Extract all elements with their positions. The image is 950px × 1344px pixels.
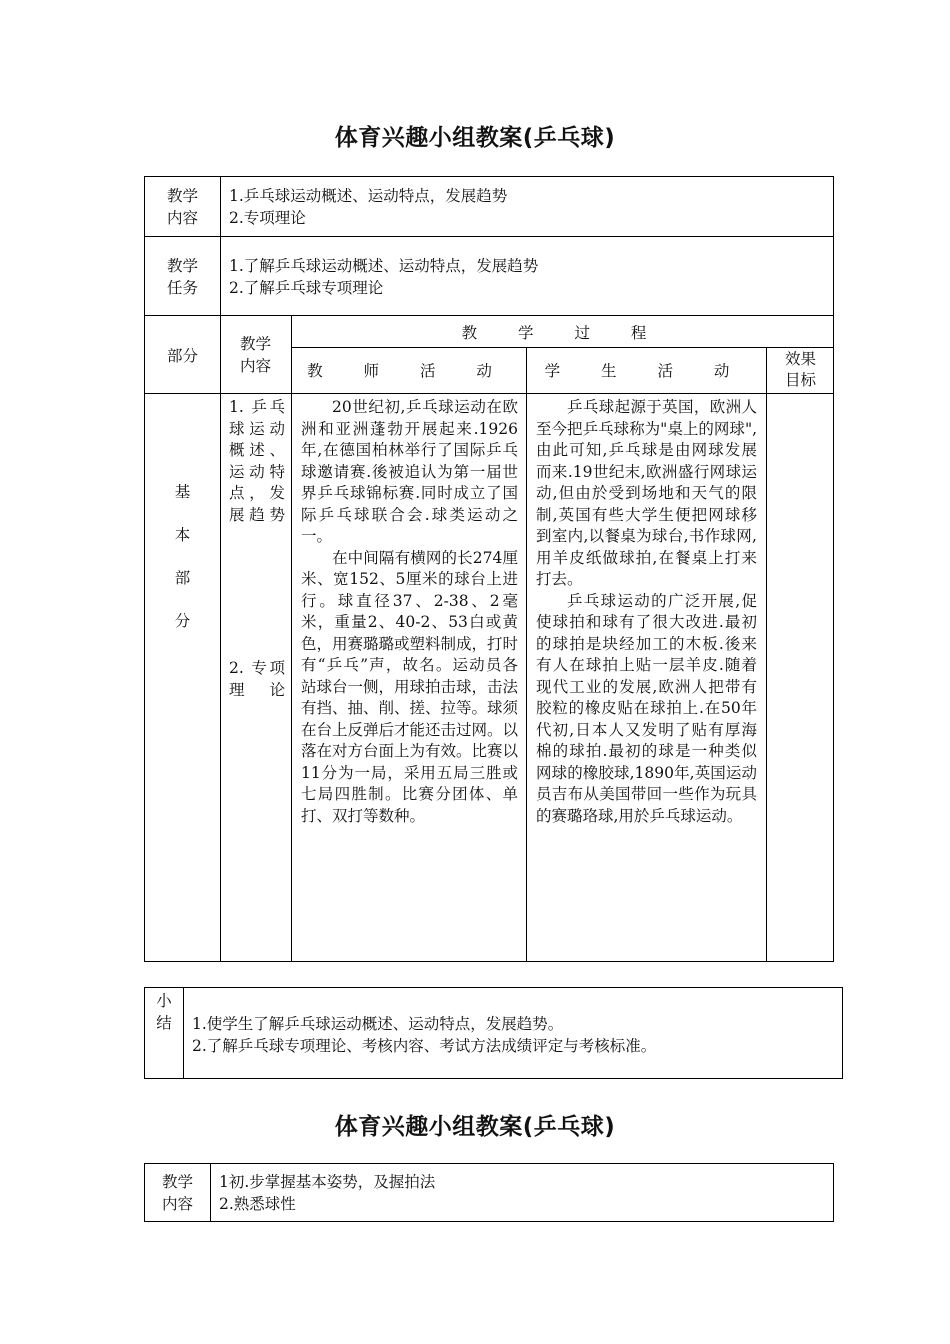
student-effect-divider (766, 347, 767, 961)
lesson-plan-table-2 (144, 1163, 834, 1222)
teach-item-1: 1. 乒乓球运动概述、运动特点，发展趋势 (229, 398, 285, 524)
student-activity-header: 学 生 活 动 (544, 362, 748, 380)
lesson-plan-title-2: 体育兴趣小组教案(乒乓球) (334, 1114, 616, 1140)
section-header: 部分 (166, 347, 198, 365)
content-column-divider (291, 315, 292, 961)
student-activity-text (536, 397, 757, 827)
summary-label: 小 结 (156, 992, 172, 1032)
teach-item-2: 2. 专项理论 (229, 659, 285, 699)
teach-content-header: 教学 内容 (239, 335, 271, 375)
lesson-plan-title: 体育兴趣小组教案(乒乓球) (334, 125, 616, 151)
student-paragraph: 乒乓球起源于英国，欧洲人至今把乒乓球称为"桌上的网球",由此可知,乒乓球是由网球发展而来.19世纪末,欧洲盛行网球运动,但由於受到场地和天气的限制,英国有些大学生便把网球移到室内,以餐桌为球台,书作球网,用羊皮纸做球拍,在餐桌上打来打去。 (536, 398, 757, 588)
row-divider (145, 315, 833, 316)
section-name: 基 本 部 分 (174, 483, 191, 630)
content-line-2: 2.专项理论 (229, 209, 306, 227)
row-divider (145, 236, 833, 237)
process-divider (291, 347, 833, 348)
summary-line-1: 1.使学生了解乒乓球运动概述、运动特点，发展趋势。 (192, 1015, 564, 1033)
student-paragraph: 乒乓球运动的广泛开展,促使球拍和球有了很大改进.最初的球拍是块经加工的木板.後来有人在球拍上贴一层羊皮.随着现代工业的发展,欧洲人把带有胶粒的橡皮贴在球拍上.在50年代初,日本人又发明了贴有厚海棉的球拍.最初的球是一种类似网球的橡胶球,1890年,英国运动员吉布从美国带回一些作为玩具的赛璐珞球,用於乒乓球运动。 (536, 591, 757, 825)
lesson-plan-table (144, 176, 834, 962)
label-column-divider (220, 177, 221, 961)
teacher-activity-text (301, 397, 518, 827)
effect-header: 效果 目标 (784, 350, 816, 389)
task-line-1: 1.了解乒乓球运动概述、运动特点，发展趋势 (229, 257, 539, 275)
task-label: 教学 任务 (166, 257, 198, 297)
content-label-2: 教学 内容 (161, 1173, 193, 1213)
teacher-student-divider (526, 347, 527, 961)
teacher-paragraph: 在中间隔有横网的长274厘米、宽152、5厘米的球台上进行。球直径37、2-38、2毫米，重量2、40-2、53白或黄色，用赛璐璐或塑料制成，打时有“乒乓”声，故名。运动员各站球台一侧，用球拍击球，击法有挡、抽、削、搓、拉等。球须在台上反弹后才能还击过网。以落在对方台面上为有效。比赛以11分为一局，采用五局三胜或七局四胜制。比赛分团体、单打、双打等数种。 (301, 548, 519, 825)
content-label: 教学 内容 (166, 187, 198, 227)
content-line-1: 1初.步掌握基本姿势，及握拍法 (219, 1173, 436, 1191)
summary-divider (183, 988, 184, 1078)
content-line-2: 2.熟悉球性 (219, 1195, 296, 1213)
teacher-activity-header: 教 师 活 动 (307, 362, 510, 380)
content-line-1: 1.乒乓球运动概述、运动特点，发展趋势 (229, 187, 508, 205)
teacher-paragraph: 20世纪初,乒乓球运动在欧洲和亚洲蓬勃开展起来.1926年,在德国柏林举行了国际乒乓球邀请赛.後被追认为第一届世界乒乓球锦标赛.同时成立了国际乒乓球联合会.球类运动之一。 (301, 398, 518, 545)
label-column-divider (210, 1164, 211, 1221)
summary-line-2: 2.了解乒乓球专项理论、考核内容、考试方法成绩评定与考核标准。 (192, 1037, 657, 1055)
summary-table (144, 987, 843, 1079)
row-divider (145, 393, 833, 394)
task-line-2: 2.了解乒乓球专项理论 (229, 279, 384, 297)
process-header: 教 学 过 程 (461, 324, 665, 342)
